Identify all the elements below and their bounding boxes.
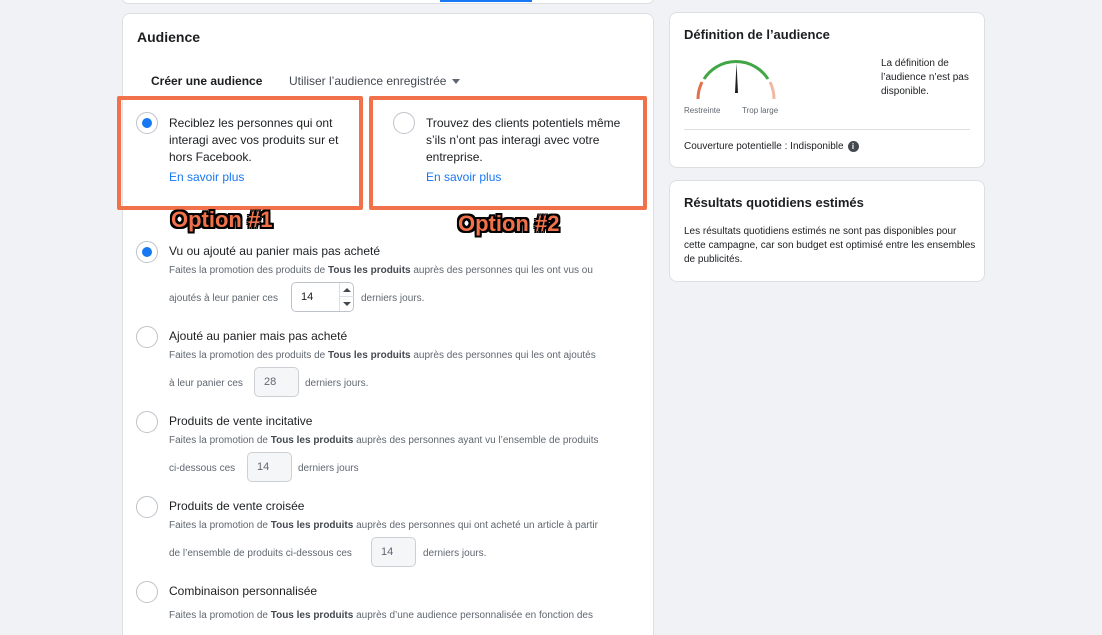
item2-days-input[interactable]: 28 [254,367,299,397]
option1-annotation: Option #1 [171,207,273,232]
item2-days-prefix: à leur panier ces [169,378,243,389]
item1-title: Vu ou ajouté au panier mais pas acheté [169,244,381,258]
option1-learn-more-link[interactable]: En savoir plus [169,170,245,184]
definition-status: La définition de l’audience n’est pas disponible. [881,58,969,97]
info-icon[interactable]: i [848,141,859,152]
item5-description: Faites la promotion de Tous les produits auprès d’une audience personnalisée en fonction des [169,610,593,621]
audience-definition-card [669,12,985,168]
item1-days-prefix: ajoutés à leur panier ces [169,293,278,304]
option1-highlight-box [117,96,363,210]
item1-description: Faites la promotion des produits de Tous les produits auprès des personnes qui les ont vus ou [169,265,593,276]
gauge-right-label: Trop large [742,106,779,115]
item4-radio[interactable] [136,496,158,518]
item3-title: Produits de vente incitative [169,414,313,428]
option1-text: Reciblez les personnes qui ont interagi avec vos produits sur et hors Facebook. [169,116,339,164]
tab-create-audience[interactable]: Créer une audience [151,74,263,88]
coverage-text: Couverture potentielle : Indisponible [684,141,844,152]
item2-radio[interactable] [136,326,158,348]
item3-days-prefix: ci-dessous ces [169,463,236,474]
option2-highlight-box [369,96,647,210]
item5-radio[interactable] [136,581,158,603]
item4-days-suffix: derniers jours. [423,548,487,559]
active-tab-indicator [440,0,532,2]
previous-card-bottom [122,0,654,4]
audience-gauge-icon [688,53,784,109]
item3-days-input[interactable]: 14 [247,452,292,482]
section-title: Audience [137,29,201,45]
tab-saved-audience[interactable] [289,74,460,88]
item4-title: Produits de vente croisée [169,499,305,513]
gauge-left-label: Restreinte [684,106,721,115]
item1-days-suffix: derniers jours. [361,293,425,304]
item2-days-suffix: derniers jours. [305,378,369,389]
item3-description: Faites la promotion de Tous les produits auprès des personnes ayant vu l’ensemble de produits [169,435,599,446]
daily-results-text: Les résultats quotidiens estimés ne sont pas disponibles pour cette campagne, car son budget est optimisé entre les ensembles de publicités. [684,226,976,265]
item4-days-prefix: de l’ensemble de produits ci-dessous ces [169,548,352,559]
item3-days-suffix: derniers jours [298,463,359,474]
item1-radio[interactable] [136,241,158,263]
option2-text: Trouvez des clients potentiels même s’ils n’ont pas interagi avec votre entreprise. [426,116,621,164]
days-stepper[interactable] [339,283,353,311]
item2-description: Faites la promotion des produits de Tous les produits auprès des personnes qui les ont ajoutés [169,350,596,361]
option2-annotation: Option #2 [458,211,560,236]
item5-title: Combinaison personnalisée [169,584,318,598]
divider [684,129,970,130]
chevron-down-icon [452,79,460,84]
daily-results-card [669,180,985,282]
item2-title: Ajouté au panier mais pas acheté [169,329,348,343]
daily-results-title: Résultats quotidiens estimés [684,195,864,210]
coverage-row [684,140,859,154]
item4-days-input[interactable]: 14 [371,537,416,567]
definition-title: Définition de l’audience [684,27,830,42]
option2-learn-more-link[interactable]: En savoir plus [426,170,502,184]
item3-radio[interactable] [136,411,158,433]
saved-audience-label: Utiliser l’audience enregistrée [289,74,447,88]
item1-days-input[interactable]: 14 [291,282,354,312]
item4-description: Faites la promotion de Tous les produits auprès des personnes qui ont acheté un article à partir [169,520,598,531]
